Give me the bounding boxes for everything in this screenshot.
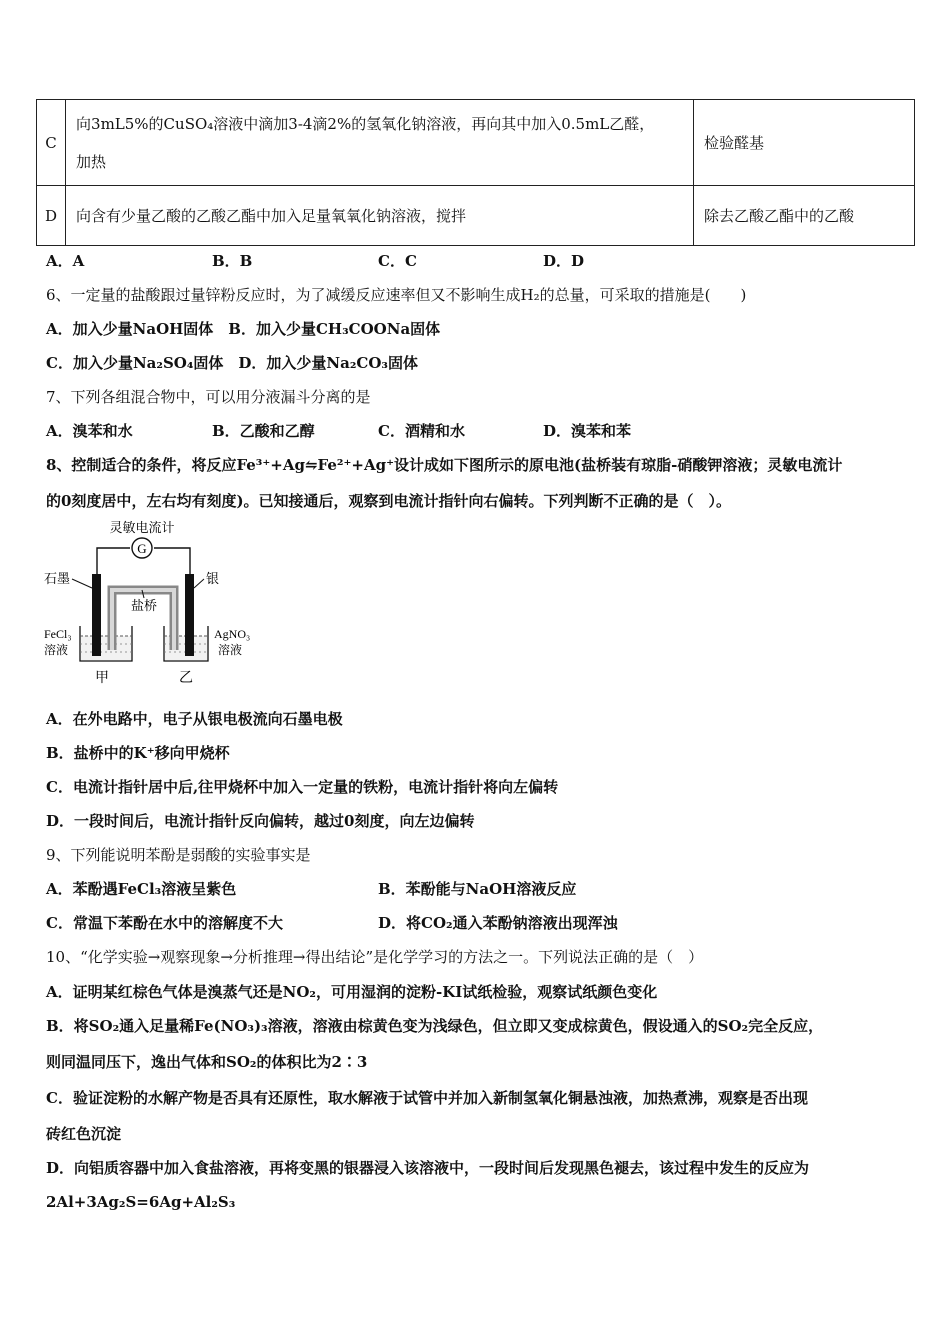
q9-stem: 9、下列能说明苯酚是弱酸的实验事实是 <box>46 846 311 864</box>
galvanic-cell-figure <box>42 518 272 688</box>
q7-stem: 7、下列各组混合物中，可以用分液漏斗分离的是 <box>46 388 371 406</box>
q8-option-c: C．电流计指针居中后,往甲烧杯中加入一定量的铁粉，电流计指针将向左偏转 <box>46 778 559 796</box>
q8-option-d: D．一段时间后，电流计指针反向偏转，越过0刻度，向左边偏转 <box>46 812 475 830</box>
q5-option-b: B．B <box>212 252 253 270</box>
q10-option-b-line-1: B．将SO₂通入足量稀Fe(NO₃)₃溶液，溶液由棕黄色变为浅绿色，但立即又变成棕黄色，假设通入的SO₂完全反应， <box>46 1017 824 1035</box>
q10-option-c-line-2: 砖红色沉淀 <box>46 1125 122 1143</box>
q9-option-c: C．常温下苯酚在水中的溶解度不大 <box>46 914 283 932</box>
q9-option-d: D．将CO₂通入苯酚钠溶液出现浑浊 <box>378 914 618 932</box>
q10-option-c-line-1: C．验证淀粉的水解产物是否具有还原性，取水解液于试管中并加入新制氢氧化铜悬浊液，加热煮沸，观察是否出现 <box>46 1089 808 1107</box>
q6-options-line-2: C．加入少量Na₂SO₄固体 D．加入少量Na₂CO₃固体 <box>46 354 418 372</box>
q10-option-d-line-2: 2Al+3Ag₂S=6Ag+Al₂S₃ <box>46 1193 236 1211</box>
q9-option-a: A．苯酚遇FeCl₃溶液呈紫色 <box>46 880 237 898</box>
row-label: C <box>37 100 66 186</box>
row-content-line: 加热 <box>76 152 107 171</box>
row-purpose: 检验醛基 <box>694 100 915 186</box>
right-beaker-label: 乙 <box>179 671 193 686</box>
q10-stem: 10、“化学实验→观察现象→分析推理→得出结论”是化学学习的方法之一。下列说法正确的是（ ） <box>46 948 704 966</box>
silver-electrode <box>185 574 194 656</box>
q9-option-b: B．苯酚能与NaOH溶液反应 <box>378 880 577 898</box>
row-purpose: 除去乙酸乙酯中的乙酸 <box>694 186 915 246</box>
q10-option-a: A．证明某红棕色气体是溴蒸气还是NO₂，可用湿润的淀粉-KI试纸检验，观察试纸颜色变化 <box>46 983 658 1001</box>
q5-option-d: D．D <box>543 252 585 270</box>
q10-option-d-line-1: D．向铝质容器中加入食盐溶液，再将变黑的银器浸入该溶液中，一段时间后发现黑色褪去，该过程中发生的反应为 <box>46 1159 810 1177</box>
q7-option-b: B．乙酸和乙醇 <box>212 422 315 440</box>
options-table <box>36 99 915 246</box>
row-content <box>66 100 694 186</box>
q7-option-a: A．溴苯和水 <box>46 422 133 440</box>
q8-stem-line-2: 的0刻度居中，左右均有刻度)。已知接通后，观察到电流计指针向右偏转。下列判断不正确的是（ ）。 <box>46 492 732 510</box>
q5-option-c: C．C <box>378 252 417 270</box>
q5-option-a: A．A <box>46 252 85 270</box>
q6-stem: 6、一定量的盐酸跟过量锌粉反应时，为了减缓反应速率但又不影响生成H₂的总量，可采取的措施是( ) <box>46 286 747 304</box>
q7-option-c: C．酒精和水 <box>378 422 465 440</box>
q8-option-b: B．盐桥中的K⁺移向甲烧杯 <box>46 744 230 762</box>
q7-option-d: D．溴苯和苯 <box>543 422 632 440</box>
row-content: 向含有少量乙酸的乙酸乙酯中加入足量氧氧化钠溶液，搅拌 <box>66 186 694 246</box>
left-solution-label-2: 溶液 <box>44 643 69 657</box>
graphite-electrode <box>92 574 101 656</box>
right-solution-label-1: AgNO₃ <box>214 627 251 641</box>
table-row <box>37 100 915 186</box>
right-electrode-label: 银 <box>206 571 220 586</box>
row-content-line: 向3mL5%的CuSO₄溶液中滴加3-4滴2%的氢氧化钠溶液，再向其中加入0.5mL乙醛， <box>76 114 655 133</box>
galvanometer-label: 灵敏电流计 <box>109 520 175 535</box>
left-electrode-label: 石墨 <box>44 571 71 586</box>
right-solution-label-2: 溶液 <box>218 643 243 657</box>
left-beaker-label: 甲 <box>95 671 109 686</box>
table-row <box>37 186 915 246</box>
q10-option-b-line-2: 则同温同压下，逸出气体和SO₂的体积比为2∶3 <box>46 1053 368 1071</box>
row-label: D <box>37 186 66 246</box>
q8-stem-line-1: 8、控制适合的条件，将反应Fe³⁺+Ag⇋Fe²⁺+Ag⁺设计成如下图所示的原电池(盐桥装有琼脂-硝酸钾溶液；灵敏电流计 <box>46 456 843 474</box>
salt-bridge-label: 盐桥 <box>130 598 158 613</box>
q6-options-line-1: A．加入少量NaOH固体 B．加入少量CH₃COONa固体 <box>46 320 441 338</box>
left-solution-label-1: FeCl₃ <box>44 627 72 641</box>
left-solution <box>81 636 131 660</box>
q8-option-a: A．在外电路中，电子从银电极流向石墨电极 <box>46 710 343 728</box>
galvanometer-symbol: G <box>137 541 147 556</box>
